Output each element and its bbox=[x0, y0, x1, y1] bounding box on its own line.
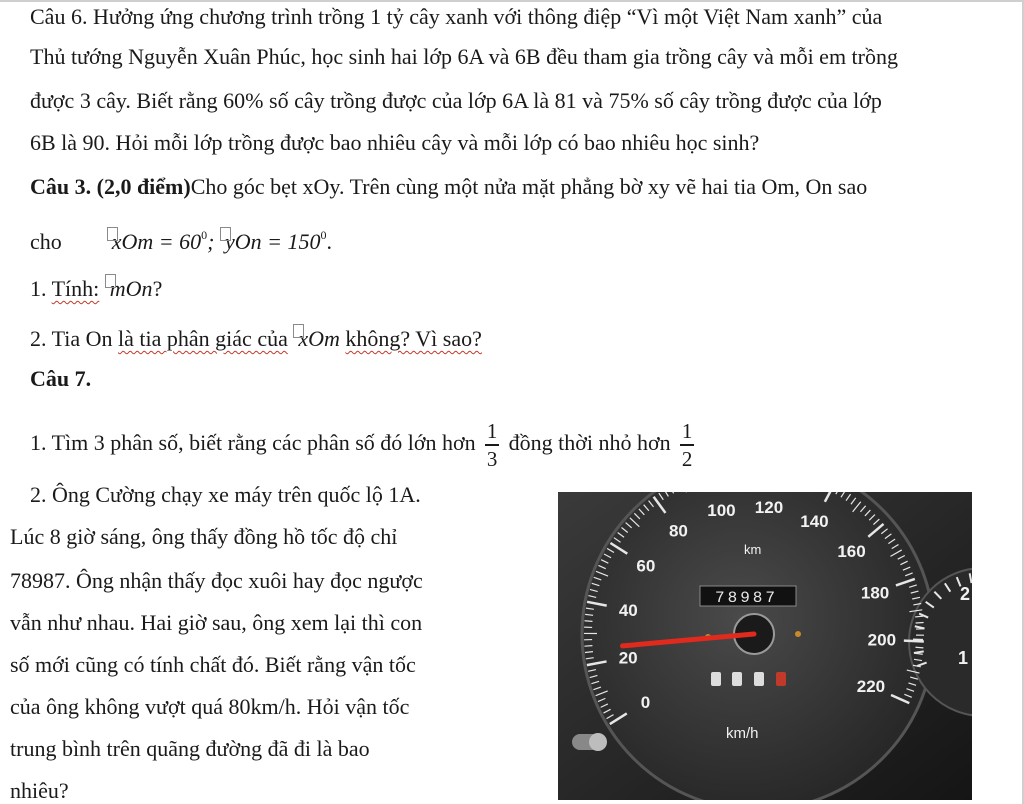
item-2-phrase: là tia phân giác của bbox=[118, 326, 288, 351]
q7-item-2-line-5: số mới cũng có tính chất đó. Biết rằng vận tốc bbox=[10, 652, 416, 677]
reset-knob bbox=[572, 733, 607, 751]
tick-label: 220 bbox=[856, 677, 886, 697]
tick-label: 20 bbox=[618, 648, 638, 668]
angle-yon-equation: yOn = $150^0$ bbox=[220, 229, 327, 254]
q6-line-3 bbox=[30, 88, 882, 114]
tick-mark bbox=[915, 616, 923, 617]
separator: ; bbox=[207, 229, 220, 254]
tick-label: 60 bbox=[636, 556, 656, 576]
tick-label: 200 bbox=[867, 630, 897, 650]
q7-item-2-line-8: nhiêu? bbox=[10, 778, 69, 803]
angle-mon: mOn bbox=[105, 276, 153, 301]
item-2-question: không? Vì sao? bbox=[345, 326, 482, 351]
fraction-one-half: $\frac{1}{2}$ bbox=[681, 419, 693, 471]
tick-label: 140 bbox=[800, 512, 829, 532]
angle-symbol-icon bbox=[220, 227, 231, 241]
tick-label: 120 bbox=[754, 497, 784, 517]
question-mark: ? bbox=[152, 276, 163, 301]
q3-line-2 bbox=[30, 222, 332, 255]
tick-label: 100 bbox=[707, 501, 736, 521]
q7-item-2-line-6: của ông không vượt quá 80km/h. Hỏi vận tốc bbox=[10, 694, 410, 719]
q3-cho: cho bbox=[30, 229, 62, 254]
item-2-lead: 2. Tia On bbox=[30, 326, 119, 351]
q3-line-1 bbox=[30, 174, 867, 200]
q6-line-2 bbox=[30, 44, 898, 70]
q7-item-1 bbox=[30, 420, 698, 470]
q3-text-1: Cho góc bẹt xOy. Trên cùng một nửa mặt phẳng bờ xy vẽ hai tia Om, On sao bbox=[190, 174, 868, 199]
q3-item-2 bbox=[30, 324, 482, 352]
angle-symbol-icon bbox=[293, 324, 304, 338]
q7-item-2-line-7: trung bình trên quãng đường đã đi là bao bbox=[10, 736, 370, 761]
q6-line-4 bbox=[30, 130, 759, 156]
tick-mark bbox=[915, 647, 923, 648]
q6-text-4: 6B là 90. Hỏi mỗi lớp trồng được bao nhiêu cây và mỗi lớp có bao nhiêu học sinh? bbox=[30, 130, 760, 155]
item-number: 1. bbox=[30, 276, 52, 301]
angle-symbol-icon bbox=[107, 227, 118, 241]
q7-item-1-text: 1. Tìm 3 phân số, biết rằng các phân số đó lớn hơn bbox=[30, 429, 476, 455]
speedometer-image bbox=[558, 492, 972, 800]
q7-item-2-line-4: vẫn như nhau. Hai giờ sau, ông xem lại thì con bbox=[10, 610, 423, 635]
q6-text-3: được 3 cây. Biết rằng 60% số cây trồng được của lớp 6A là 81 và 75% số cây trồng được của lớp bbox=[30, 88, 882, 113]
q7-item-1-mid: đồng thời nhỏ hơn bbox=[508, 429, 671, 455]
q6-line-1 bbox=[30, 4, 882, 30]
side-gauge-label-1: 1 bbox=[958, 648, 969, 668]
indicator-light-right bbox=[795, 631, 801, 637]
q6-text-2: Thủ tướng Nguyễn Xuân Phúc, học sinh hai lớp 6A và 6B đều tham gia trồng cây và mỗi em trồng bbox=[30, 44, 898, 69]
top-border bbox=[0, 0, 1024, 2]
angle-xom-equation: xOm = $60^0$ bbox=[107, 229, 207, 254]
q3-heading: Câu 3. (2,0 điểm) bbox=[30, 174, 191, 199]
tick-mark bbox=[584, 646, 592, 647]
q7-item-2-line-3: 78987. Ông nhận thấy đọc xuôi hay đọc ngược bbox=[10, 568, 423, 593]
unit-km-label: km bbox=[744, 542, 762, 557]
q3-end: . bbox=[326, 229, 332, 254]
q7-item-2-line-1: 2. Ông Cường chạy xe máy trên quốc lộ 1A. bbox=[30, 482, 421, 507]
q3-item-1 bbox=[30, 274, 162, 302]
angle-symbol-icon bbox=[105, 274, 116, 288]
tick-mark bbox=[904, 641, 924, 642]
word-tinh: Tính: bbox=[51, 276, 100, 301]
q6-text-1: Câu 6. Hưởng ứng chương trình trồng 1 tỷ cây xanh với thông điệp “Vì một Việt Nam xanh” của bbox=[30, 4, 883, 29]
unit-kmh-label: km/h bbox=[726, 725, 759, 742]
tick-label: 80 bbox=[668, 521, 688, 541]
tick-label: 0 bbox=[640, 692, 651, 712]
tick-label: 180 bbox=[860, 583, 890, 603]
fraction-one-third: $\frac{1}{3}$ bbox=[486, 419, 498, 471]
tick-mark bbox=[585, 621, 593, 622]
tick-label: 160 bbox=[837, 542, 866, 562]
angle-xom: xOm bbox=[293, 326, 340, 351]
odometer-reading: 78987 bbox=[715, 589, 779, 607]
side-gauge-label-2: 2 bbox=[960, 584, 971, 604]
tick-label: 40 bbox=[618, 600, 638, 620]
tick-mark bbox=[916, 622, 924, 623]
q7-heading: Câu 7. bbox=[30, 366, 92, 391]
q7-item-2-line-2: Lúc 8 giờ sáng, ông thấy đồng hồ tốc độ chỉ bbox=[10, 524, 398, 549]
